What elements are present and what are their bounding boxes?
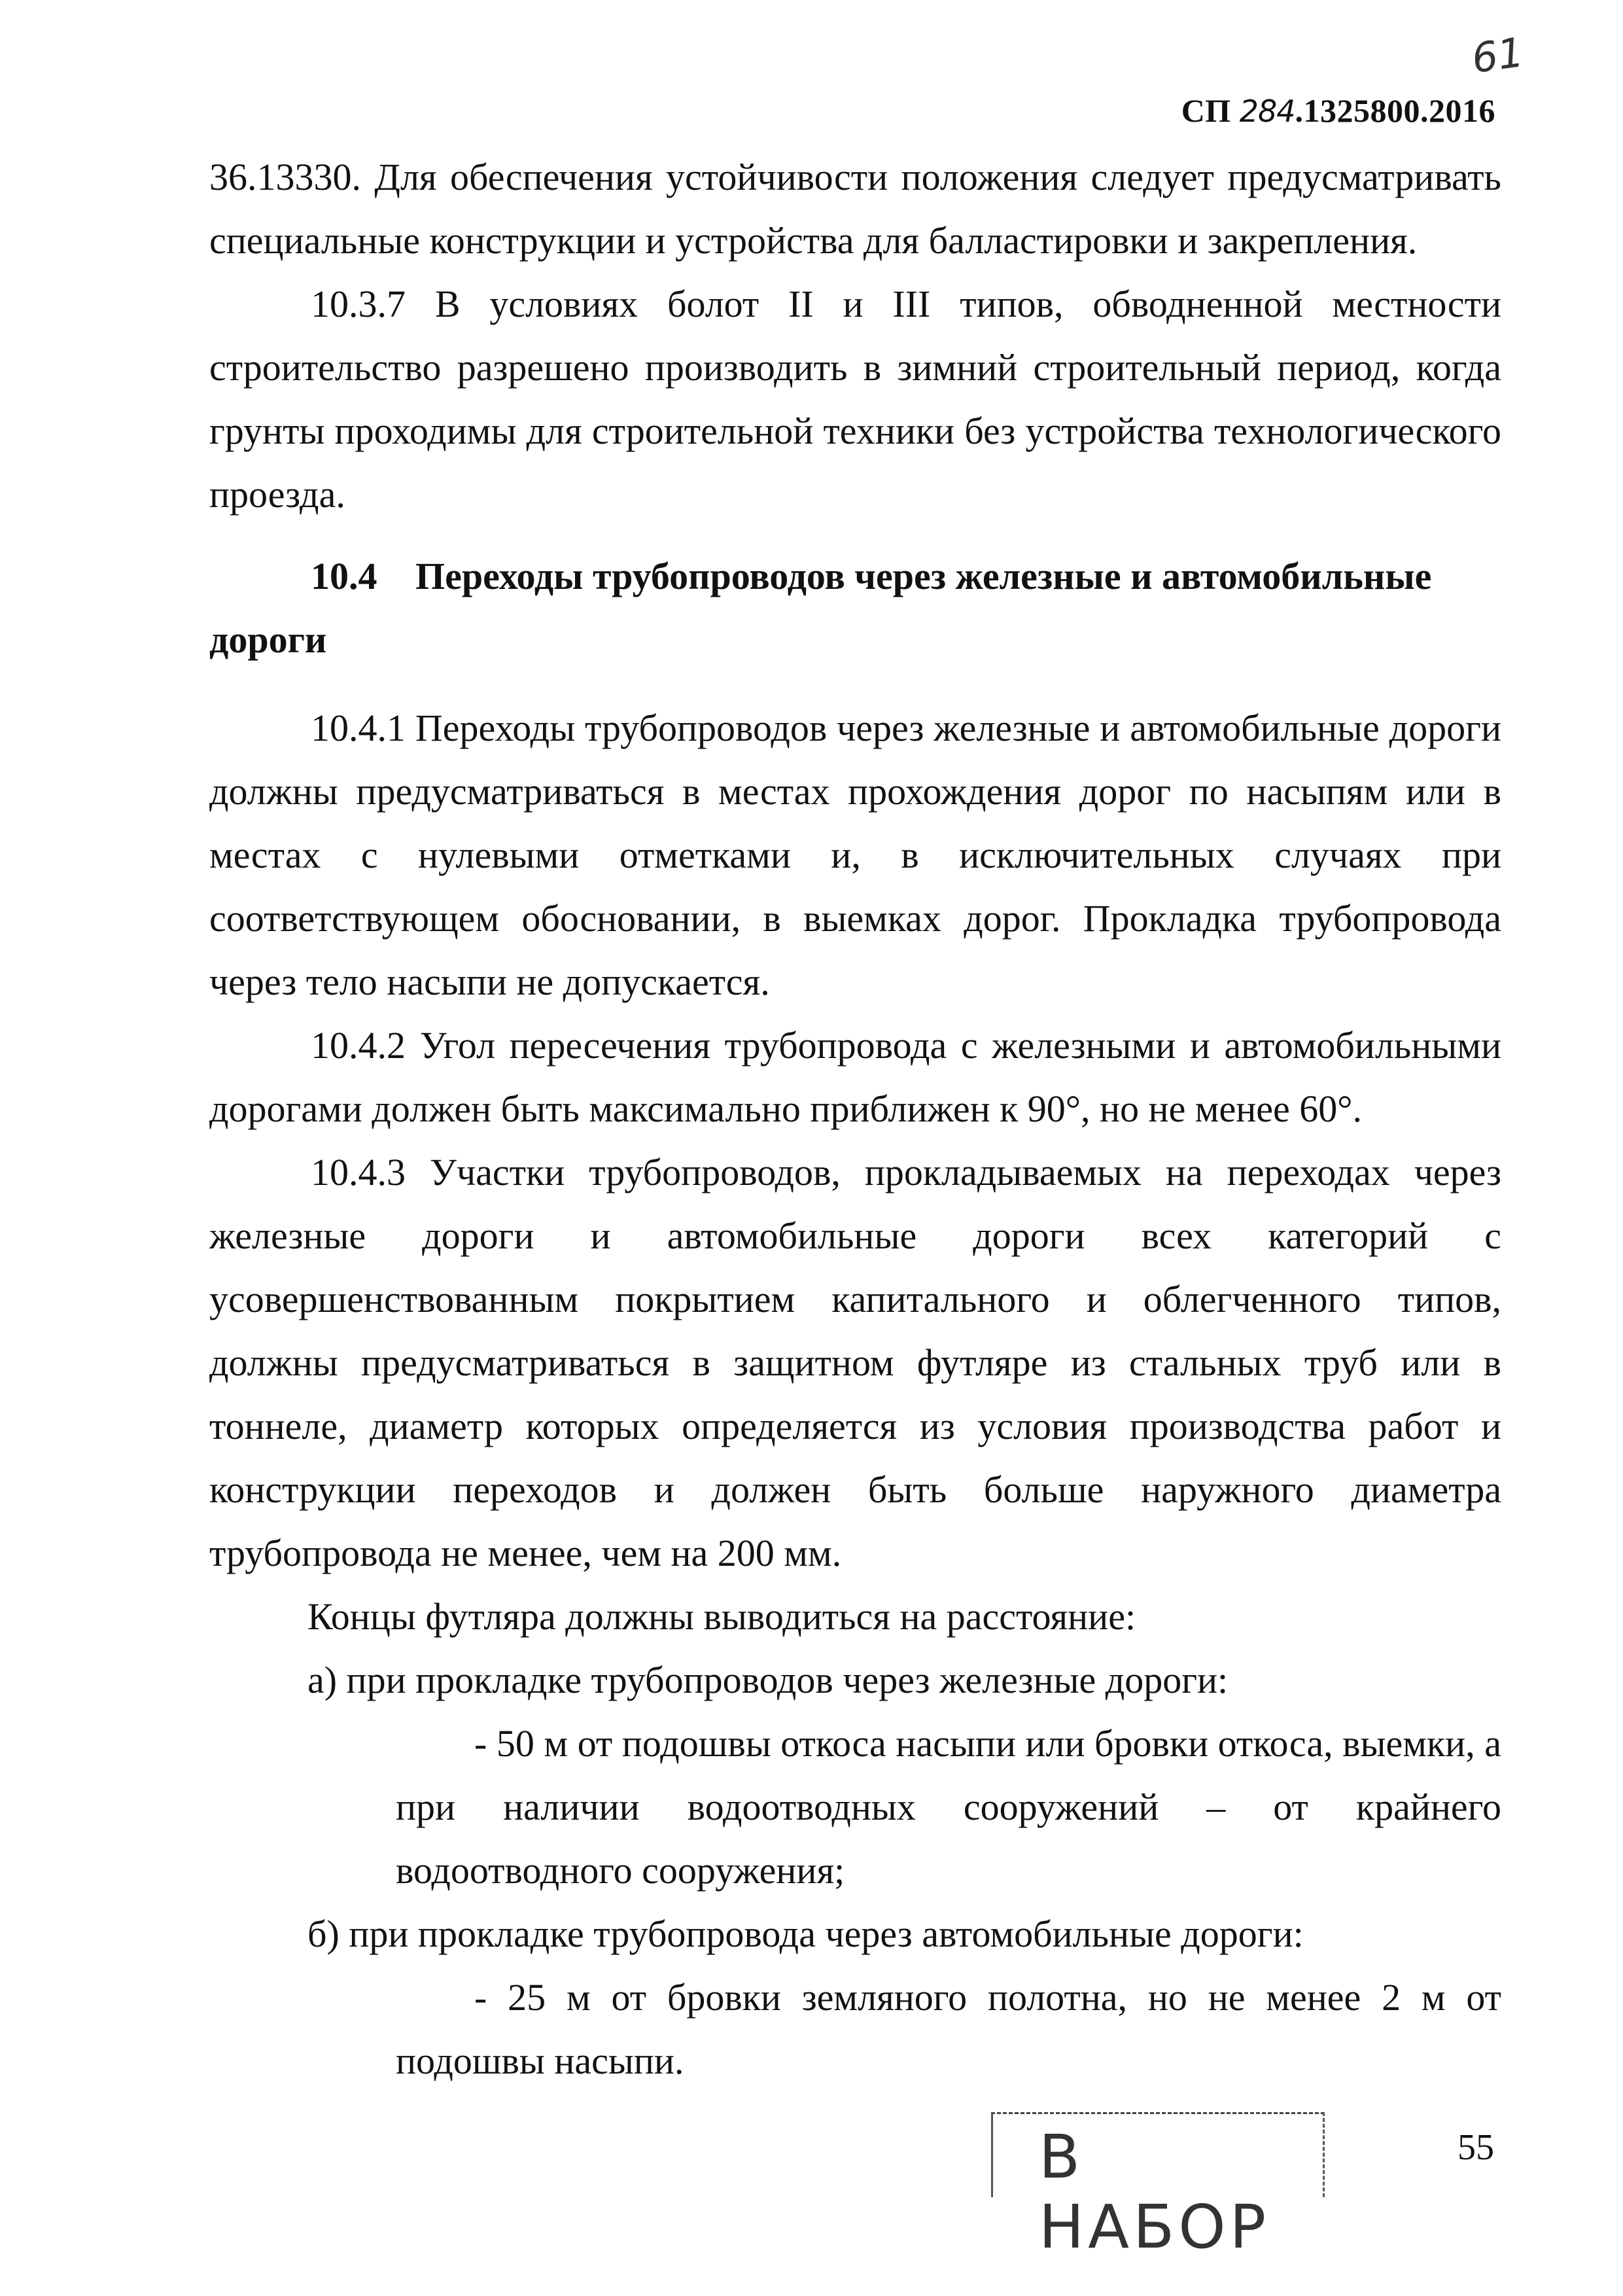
list-subitem: - 25 м от бровки земляного полотна, но не менее 2 м от подошвы насыпи. xyxy=(396,1976,1501,2082)
paragraph: Концы футляра должны выводиться на расстояние: xyxy=(307,1595,1136,1638)
main-text xyxy=(209,145,1501,2093)
stamp xyxy=(991,2112,1325,2262)
paragraph: 36.13330. Для обеспечения устойчивости положения следует предусматривать специальные конструкции и устройства для балластировки и закрепления. xyxy=(209,156,1501,262)
paragraph: 10.4.1 Переходы трубопроводов через железные и автомобильные дороги должны предусматриваться в местах прохождения дорог по насыпям или в местах с нулевыми отметками и, в исключительных случаях при соответствующем обосновании, в выемках дорог. Прокладка трубопровода через тело насыпи не допускается. xyxy=(209,707,1501,1003)
list-subitem: - 50 м от подошвы откоса насыпи или бровки откоса, выемки, а при наличии водоотводных сооружений – от крайнего водоотводного сооружения; xyxy=(396,1722,1501,1892)
section-heading-number: 10.4 xyxy=(311,555,377,597)
list-item: а) при прокладке трубопроводов через железные дороги: xyxy=(307,1659,1229,1701)
section-heading xyxy=(209,544,1501,671)
paragraph: 10.3.7 В условиях болот II и III типов, обводненной местности строительство разрешено производить в зимний строительный период, когда грунты проходимы для строительной техники без устройства технологического проезда. xyxy=(209,283,1501,516)
page-number: 55 xyxy=(1457,2127,1494,2168)
stamp-text: В НАБОР xyxy=(1039,2122,1270,2262)
handwritten-sheet-number: 61 xyxy=(1469,27,1527,83)
document-code xyxy=(1181,92,1495,130)
document-code-suffix: .1325800.2016 xyxy=(1295,92,1495,129)
list-item: б) при прокладке трубопровода через автомобильные дороги: xyxy=(307,1913,1304,1955)
document-code-handwritten: 284 xyxy=(1239,94,1295,129)
section-heading-text: Переходы трубопроводов через железные и автомобильные дороги xyxy=(209,555,1432,661)
paragraph: 10.4.3 Участки трубопроводов, прокладываемых на переходах через железные дороги и автомобильные дороги всех категорий с усовершенствованным покрытием капитального и облегченного типов, должны предусматриваться в защитном футляре из стальных труб или в тоннеле, диаметр которых определяется из условия производства работ и конструкции переходов и должен быть больше наружного диаметра трубопровода не менее, чем на 200 мм. xyxy=(209,1151,1501,1574)
document-code-prefix: СП xyxy=(1181,92,1231,129)
paragraph: 10.4.2 Угол пересечения трубопровода с железными и автомобильными дорогами должен быть максимально приближен к 90°, но не менее 60°. xyxy=(209,1024,1501,1130)
